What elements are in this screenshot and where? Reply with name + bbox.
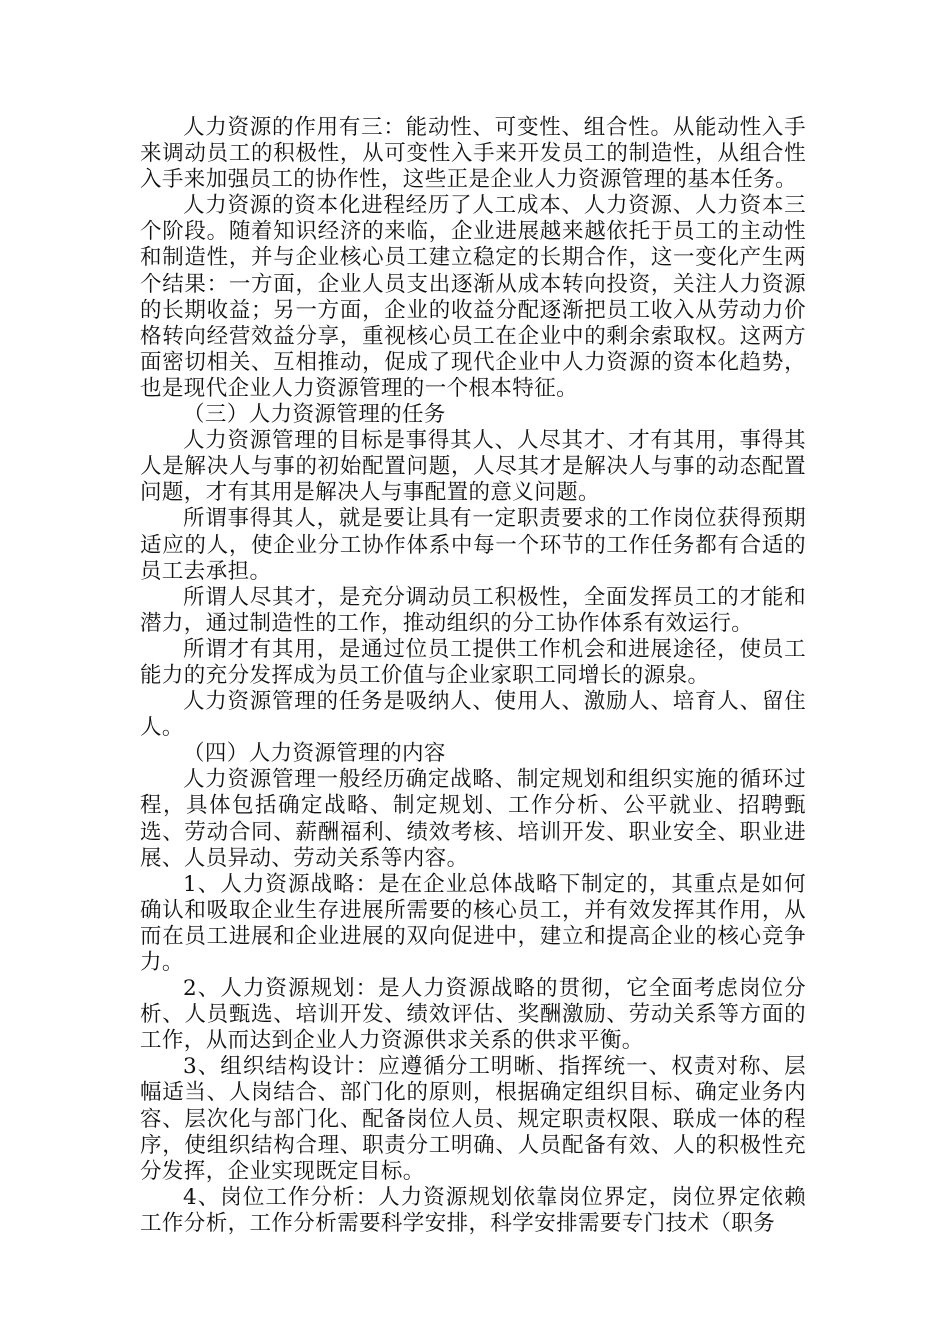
paragraph-management-tasks: 人力资源管理的任务是吸纳人、使用人、激励人、培育人、留住人。	[140, 689, 806, 741]
paragraph-management-goals: 人力资源管理的目标是事得其人、人尽其才、才有其用，事得其人是解决人与事的初始配置问题，人尽其才是解决人与事的动态配置问题，才有其用是解决人与事配置的意义问题。	[140, 428, 806, 506]
paragraph-full-talent: 所谓人尽其才，是充分调动员工积极性，全面发挥员工的才能和潜力，通过制造性的工作，推动组织的分工协作体系有效运行。	[140, 584, 806, 636]
document-body	[140, 115, 806, 1237]
paragraph-job-analysis: 4、岗位工作分析：人力资源规划依靠岗位界定，岗位界定依赖工作分析，工作分析需要科学安排，科学安排需要专门技术（职务	[140, 1184, 806, 1236]
section-heading-contents: （四）人力资源管理的内容	[183, 741, 446, 767]
section-heading-tasks: （三）人力资源管理的任务	[183, 402, 446, 428]
paragraph-hr-strategy: 1、人力资源战略：是在企业总体战略下制定的，其重点是如何确认和吸取企业生存进展所需要的核心员工，并有效发挥其作用，从而在员工进展和企业进展的双向促进中，建立和提高企业的核心竞争力。	[140, 871, 806, 975]
paragraph-hr-planning: 2、人力资源规划：是人力资源战略的贯彻，它全面考虑岗位分析、人员甄选、培训开发、绩效评估、奖酬激励、劳动关系等方面的工作，从而达到企业人力资源供求关系的供求平衡。	[140, 976, 806, 1054]
paragraph-capitalization-process: 人力资源的资本化进程经历了人工成本、人力资源、人力资本三个阶段。随着知识经济的来临，企业进展越来越依托于员工的主动性和制造性，并与企业核心员工建立稳定的长期合作，这一变化产生两个结果：一方面，企业人员支出逐渐从成本转向投资，关注人力资源的长期收益；另一方面，企业的收益分配逐渐把员工收入从劳动力价格转向经营效益分享，重视核心员工在企业中的剩余索取权。这两方面密切相关、互相推动，促成了现代企业中人力资源的资本化趋势，也是现代企业人力资源管理的一个根本特征。	[140, 193, 806, 401]
paragraph-human-resource-roles: 人力资源的作用有三：能动性、可变性、组合性。从能动性入手来调动员工的积极性，从可变性入手来开发员工的制造性，从组合性入手来加强员工的协作性，这些正是企业人力资源管理的基本任务。	[140, 115, 806, 193]
paragraph-talent-use: 所谓才有其用，是通过位员工提供工作机会和进展途径，使员工能力的充分发挥成为员工价值与企业家职工同增长的源泉。	[140, 636, 806, 688]
paragraph-org-structure: 3、组织结构设计：应遵循分工明晰、指挥统一、权责对称、层幅适当、人岗结合、部门化的原则，根据确定组织目标、确定业务内容、层次化与部门化、配备岗位人员、规定职责权限、联成一体的程序，使组织结构合理、职责分工明确、人员配备有效、人的积极性充分发挥，企业实现既定目标。	[140, 1054, 806, 1184]
paragraph-management-cycle: 人力资源管理一般经历确定战略、制定规划和组织实施的循环过程，具体包括确定战略、制定规划、工作分析、公平就业、招聘甄选、劳动合同、薪酬福利、绩效考核、培训开发、职业安全、职业进展、人员异动、劳动关系等内容。	[140, 767, 806, 871]
paragraph-right-person: 所谓事得其人，就是要让具有一定职责要求的工作岗位获得预期适应的人，使企业分工协作体系中每一个环节的工作任务都有合适的员工去承担。	[140, 506, 806, 584]
